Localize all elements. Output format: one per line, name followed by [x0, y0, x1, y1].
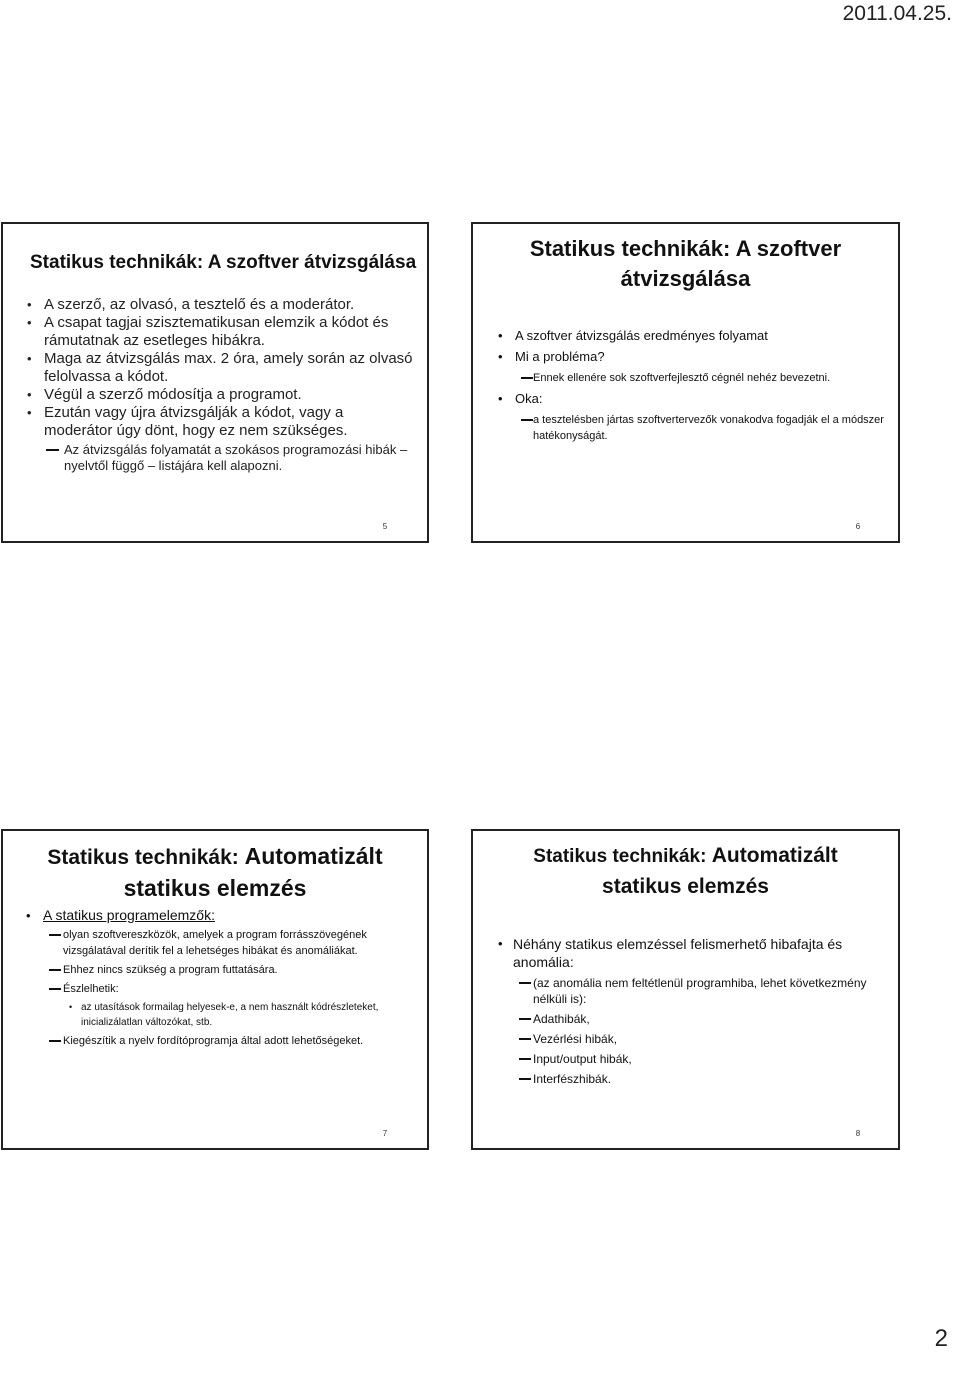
slide-title: Statikus technikák: A szoftver átvizsgálása [30, 252, 417, 273]
sub-bullet-item: Adathibák, [489, 1011, 884, 1027]
slide-title: Statikus technikák: A szoftver átvizsgálása [529, 236, 842, 291]
slide-title [23, 841, 407, 905]
slide-title [493, 841, 878, 903]
slide-number: 7 [382, 1129, 388, 1138]
bullet-item: • Mi a probléma? [489, 349, 884, 365]
bullet-item: • Ezután vagy újra átvizsgálják a kódot, vagy a moderátor úgy dönt, hogy ez nem szükséges. [18, 404, 413, 440]
sub-bullet-item: Interfészhibák. [489, 1071, 884, 1087]
sub-bullet-item: Ehhez nincs szükség a program futtatására. [17, 962, 417, 978]
sub-sub-bullet-item: • az utasítások formailag helyesek-e, a nem használt kódrészleteket, inicializálatlan változókat, stb. [17, 1000, 417, 1030]
bullet-item: • A szerző, az olvasó, a tesztelő és a moderátor. [18, 296, 413, 314]
slide-number: 8 [855, 1129, 861, 1138]
bullet-item: • A csapat tagjai szisztematikusan elemzik a kódot és rámutatnak az esetleges hibákra. [18, 314, 413, 350]
slide-bullet-list [489, 935, 884, 1087]
bullet-item: • Maga az átvizsgálás max. 2 óra, amely során az olvasó felolvassa a kódot. [18, 350, 413, 386]
bullet-item: • Végül a szerző módosítja a programot. [18, 386, 413, 404]
bullet-item: • A szoftver átvizsgálás eredményes folyamat [489, 328, 884, 344]
sub-bullet-item: Input/output hibák, [489, 1051, 884, 1067]
slide-title-main: Automatizált statikus elemzés [602, 844, 838, 898]
bullet-item [17, 907, 417, 924]
slide-8 [471, 829, 900, 1150]
bullet-item: • Néhány statikus elemzéssel felismerhető hibafajta és anomália: [489, 935, 884, 971]
slide-bullet-list [17, 907, 417, 1049]
bullet-item: • Oka: [489, 391, 884, 407]
sub-bullet-item: a tesztelésben jártas szoftvertervezők vonakodva fogadják el a módszer hatékonyságát. [493, 412, 884, 444]
slide-7 [1, 829, 429, 1150]
sub-bullet-item: olyan szoftvereszközök, amelyek a program forrásszövegének vizsgálatával derítik fel a lehetséges hibákat és anomáliákat. [17, 927, 417, 959]
slide-title-prefix: Statikus technikák: [533, 846, 712, 867]
sub-bullet-item: Az átvizsgálás folyamatát a szokásos programozási hibák – nyelvtől függő – listájára kell alapozni. [32, 442, 413, 474]
bullet-heading: A statikus programelemzők: [43, 907, 215, 923]
slide-bullet-list [18, 296, 413, 474]
slide-6 [471, 222, 900, 543]
sub-bullet-item: Észlelhetik: [17, 981, 417, 997]
sub-bullet-item: Vezérlési hibák, [489, 1031, 884, 1047]
sub-bullet-item: Kiegészítik a nyelv fordítóprogramja által adott lehetőségeket. [17, 1033, 417, 1049]
page-date: 2011.04.25. [842, 2, 952, 25]
slide-5 [1, 222, 429, 543]
slide-number: 6 [855, 522, 861, 531]
slide-title-main: Automatizált statikus elemzés [123, 843, 383, 901]
slide-number: 5 [382, 522, 388, 531]
page-number: 2 [934, 1325, 948, 1352]
sub-bullet-item: Ennek ellenére sok szoftverfejlesztő cégnél nehéz bevezetni. [493, 370, 884, 386]
slide-title-prefix: Statikus technikák: [47, 846, 245, 869]
sub-bullet-item: (az anomália nem feltétlenül programhiba, lehet következmény nélküli is): [489, 975, 884, 1007]
slide-bullet-list [489, 328, 884, 449]
